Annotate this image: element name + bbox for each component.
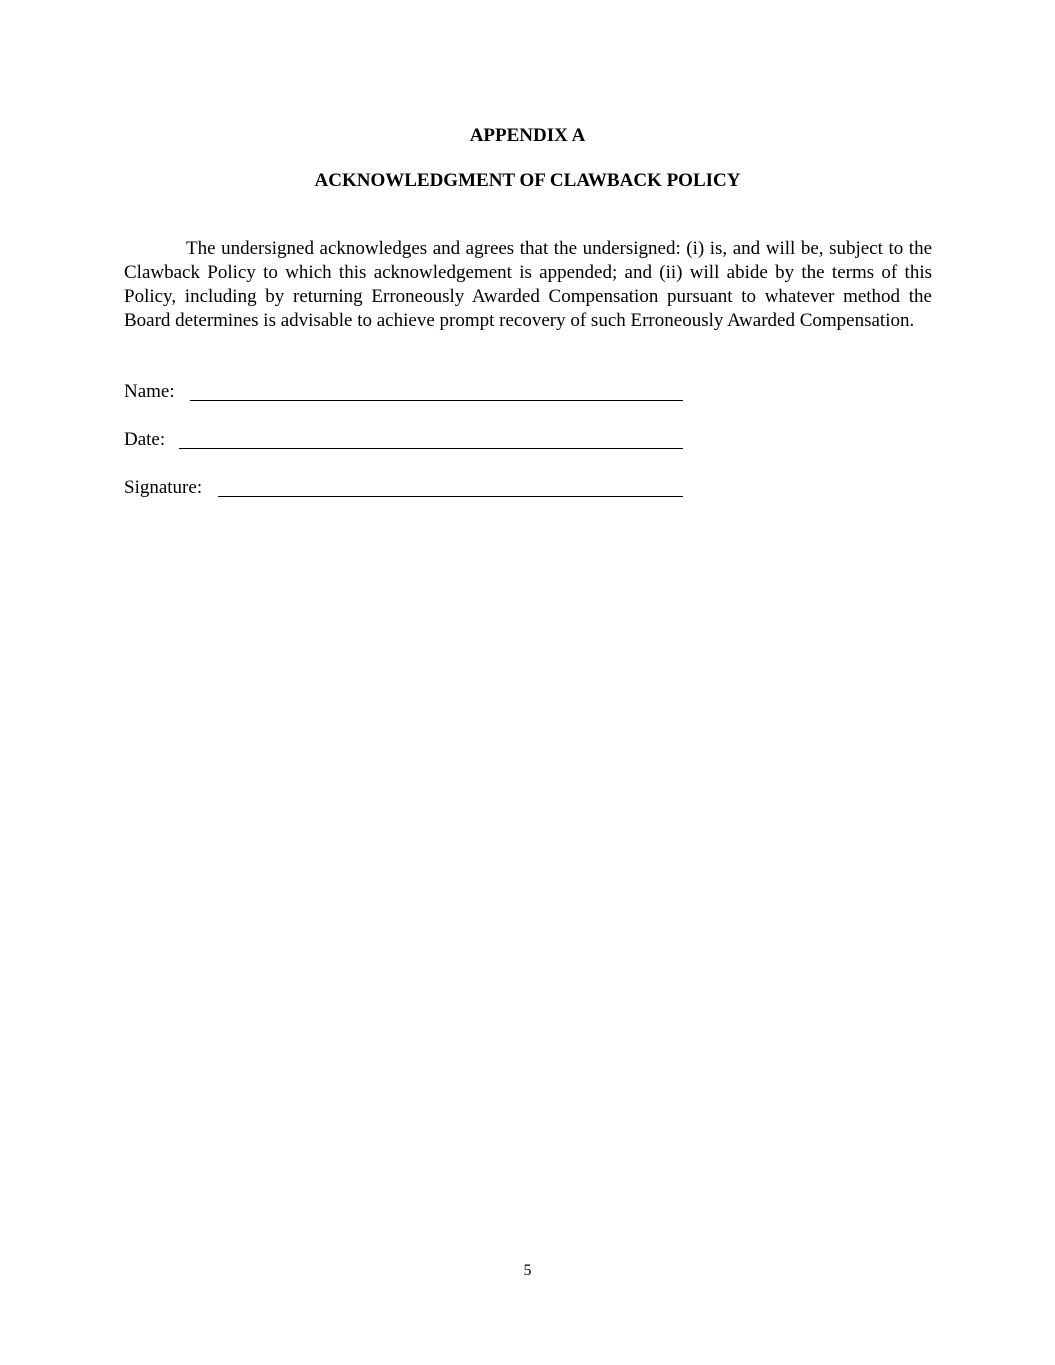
name-label: Name: (124, 381, 175, 402)
appendix-heading: APPENDIX A (469, 125, 586, 146)
signature-blank-line[interactable] (218, 496, 683, 497)
name-blank-line[interactable] (190, 400, 683, 401)
page-title: ACKNOWLEDGMENT OF CLAWBACK POLICY (314, 170, 741, 191)
signature-label: Signature: (124, 477, 203, 498)
date-blank-line[interactable] (179, 448, 683, 449)
acknowledgment-paragraph: The undersigned acknowledges and agrees that the undersigned: (i) is, and will be, subject to the Clawback Policy to which this acknowledgement is appended; and (ii) will abide by the terms of this Policy, including by returning Erroneously Awarded Compensation pursuant to whatever method the Board determines is advisable to achieve prompt recovery of such Erroneously Awarded Compensation. (124, 238, 932, 331)
page-number: 5 (523, 1262, 532, 1279)
date-label: Date: (124, 429, 166, 450)
